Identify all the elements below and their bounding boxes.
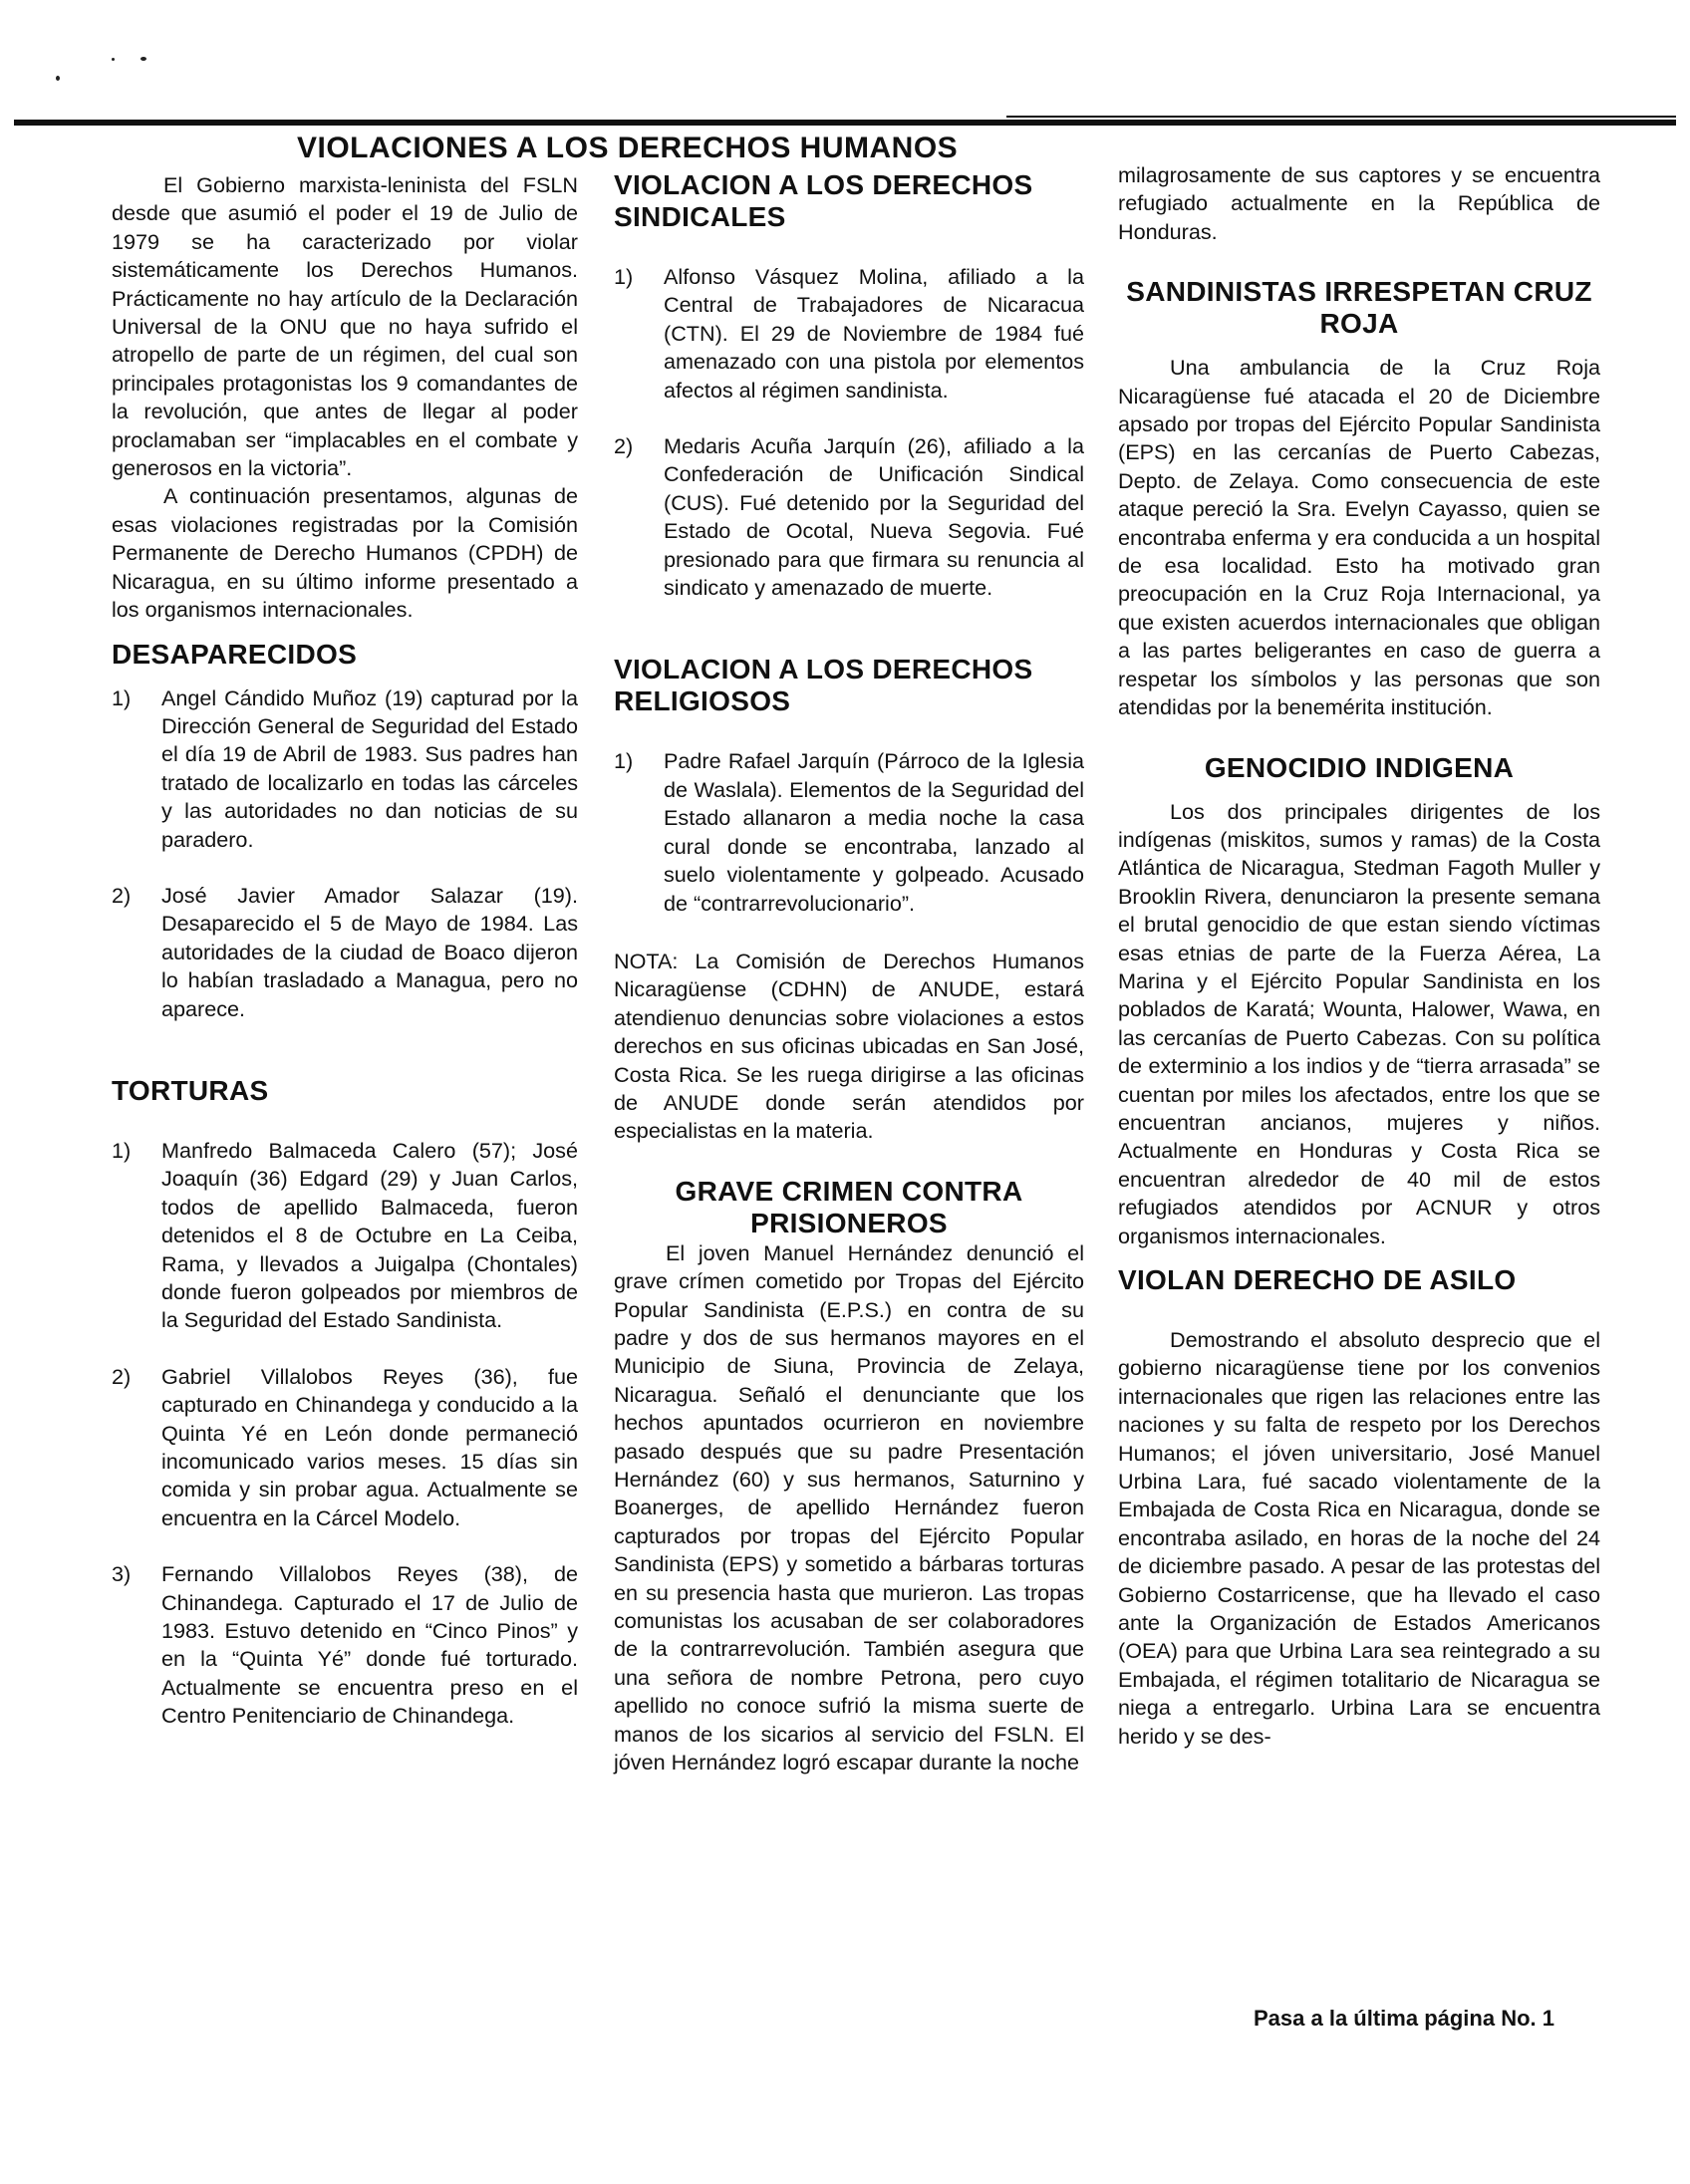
item-number: 2) [112,882,132,908]
cruz-roja-paragraph: Una ambulancia de la Cruz Roja Nicaragüense fué atacada el 20 de Diciembre apsado por tropas del Ejército Popular Sandinista (EPS) en las cercanías de Puerto Cabezas, Depto. de Zelaya. Como consecuencia de este ataque pereció la Sra. Evelyn Cayasso, quien se encontraba enferma y era conducida a un hospital de esa localidad. Esto ha motivado gran preocupación en la Cruz Roja Internacional, ya que existen acuerdos internacionales que obligan a las partes beligerantes en caso de guerra a respetar los símbolos y las personas que son atendidas por la benemérita institución. [1118,355,1600,720]
item-number: 1) [614,748,634,774]
section-title-crimen: GRAVE CRIMEN CONTRA PRISIONEROS [675,1175,1023,1238]
intro-paragraph-1: El Gobierno marxista-leninista del FSLN desde que asumió el poder el 19 de Julio de 1979 se ha caracterizado por violar sistemáticamente los Derechos Humanos. Prácticamente no hay artículo de la Declaración Universal de la ONU que no haya sufrido el atropello de parte de un régimen, del cual son principales protagonistas los 9 comandantes de la revolución, que antes de llegar al poder proclamaban ser “implacables en el combate y generosos en la victoria”. [112,172,578,481]
list-item [112,1137,578,1335]
list-item [112,684,578,854]
intro-paragraph-2: A continuación presentamos, algunas de esas violaciones registradas por la Comisión Permanente de Derecho Humanos (CPDH) de Nicaragua, en su último informe presentado a los organismos internacionales. [112,483,578,623]
top-rule-fine [1006,116,1676,118]
item-text: Padre Rafael Jarquín (Párroco de la Iglesia de Waslala). Elementos de la Seguridad del Estado allanaron a media noche la casa cural donde se encontraba, lanzado al suelo violentamente y golpeado. Acusado de “contrarrevolucionario”. [664,748,1084,916]
nota-paragraph: NOTA: La Comisión de Derechos Humanos Nicaragüense (CDHN) de ANUDE, estará atendienuo denuncias sobre violaciones a estos derechos en sus oficinas ubicadas en San José, Costa Rica. Se les ruega dirigirse a las oficinas de ANUDE donde serán atendidos por especialistas en la materia. [614,948,1084,1144]
continued-note: Pasa a la última página No. 1 [1254,2006,1554,2031]
crimen-paragraph: El joven Manuel Hernández denunció el grave crímen cometido por Tropas del Ejército Popular Sandinista (E.P.S.) en contra de su padre y dos de sus hermanos mayores en el Municipio de Siuna, Provincia de Zelaya, Nicaragua. Señaló el denunciante que los hechos apuntados ocurrieron en noviembre pasado después que su padre Presentación Hernández (60) y sus hermanos, Saturnino y Boanerges, de apellido Hernández fueron capturados por tropas del Ejército Popular Sandinista (EPS) y sometido a bárbaras torturas en su presencia hasta que murieron. Las tropas comunistas los acusaban de ser colaboradores de la contrarrevolución. También asegura que una señora de nombre Petrona, pero cuyo apellido no conoce sufrió la misma suerte de manos de los sicarios al servicio del FSLN. El jóven Hernández logró escapar durante la noche [614,1239,1084,1775]
item-number: 1) [112,1137,132,1163]
list-item [614,263,1084,405]
column-middle [614,169,1084,1776]
list-item [614,747,1084,917]
section-title-asilo: VIOLAN DERECHO DE ASILO [1118,1264,1517,1295]
torturas-list [112,1137,578,1731]
item-number: 2) [614,433,634,459]
continued-paragraph: milagrosamente de sus captores y se encuentra refugiado actualmente en la República de Honduras. [1118,162,1600,244]
desaparecidos-list [112,684,578,1023]
top-rule [14,120,1676,126]
section-title-genocidio: GENOCIDIO INDIGENA [1204,751,1515,783]
column-right [1118,161,1600,1751]
item-text: Manfredo Balmaceda Calero (57); José Joaquín (36) Edgard (29) y Juan Carlos, todos de apellido Balmaceda, fueron detenidos el 8 de Octubre en La Ceiba, Rama, y llevados a Juigalpa (Chontales) donde fueron golpeados por miembros de la Seguridad del Estado Sandinista. [161,1137,578,1333]
item-text: Medaris Acuña Jarquín (26), afiliado a la Confederación de Unificación Sindical (CUS). Fué detenido por la Seguridad del Estado de Ocotal, Nueva Segovia. Fué presionado para que firmara su renuncia al sindicato y amenazado de muerte. [664,433,1084,601]
scan-speck [56,76,60,81]
item-number: 1) [614,264,634,289]
item-number: 3) [112,1561,132,1587]
list-item [112,882,578,1023]
item-number: 1) [112,684,132,710]
page-headline: VIOLACIONES A LOS DERECHOS HUMANOS [297,132,959,164]
item-number: 2) [112,1363,132,1389]
list-item [112,1363,578,1532]
genocidio-paragraph: Los dos principales dirigentes de los indígenas (miskitos, sumos y ramas) de la Costa Atlántica de Nicaragua, Stedman Fagoth Muller y Brooklin Rivera, denunciaron la presente semana el brutal genocidio de que estan siendo víctimas esas etnias de parte de la Fuerza Aérea, La Marina y el Ejército Popular Sandinista en los poblados de Karatá; Wounta, Halower, Wawa, en las cercanías de Puerto Cabezas. Con su política de exterminio a los indios y de “tierra arrasada” se cuentan por miles los afectados, entre los que se encuentran ancianos, mujeres y niños. Actualmente en Honduras y Costa Rica se encuentran alrededor de 40 mil de estos refugiados atendidos por ACNUR y otros organismos internacionales. [1118,798,1600,1248]
item-text: Angel Cándido Muñoz (19) capturad por la Dirección General de Seguridad del Estado el día 19 de Abril de 1983. Sus padres han tratado de localizarlo en todas las cárceles y las autoridades no dan noticias de su paradero. [161,684,578,852]
section-title-religiosos: VIOLACION A LOS DERECHOS RELIGIOSOS [614,654,1033,717]
column-left [112,171,578,1731]
sindicales-list [614,263,1084,602]
section-title-desaparecidos: DESAPARECIDOS [112,638,358,670]
item-text: Alfonso Vásquez Molina, afiliado a la Central de Trabajadores de Nicaracua (CTN). El 29 de Noviembre de 1984 fué amenazado con una pistola por elementos afectos al régimen sandinista. [664,264,1084,403]
religiosos-list [614,747,1084,917]
section-title-torturas: TORTURAS [112,1074,269,1106]
scan-speck [112,58,115,61]
item-text: Fernando Villalobos Reyes (38), de Chinandega. Capturado el 17 de Julio de 1983. Estuvo detenido en “Cinco Pinos” y en la “Quinta Yé” donde fué torturado. Actualmente se encuentra preso en el Centro Penitenciario de Chinandega. [161,1561,578,1729]
asilo-paragraph: Demostrando el absoluto desprecio que el gobierno nicaragüense tiene por los convenios internacionales que rigen las relaciones entre las naciones y su falta de respeto por los Derechos Humanos; el jóven universitario, José Manuel Urbina Lara, fué sacado violentamente de la Embajada de Costa Rica en Nicaragua, donde se encontraba asilado, en horas de la noche del 24 de diciembre pasado. A pesar de las protestas del Gobierno Costarricense, que ha llevado el caso ante la Organización de Estados Americanos (OEA) para que Urbina Lara sea reintegrado a su Embajada, el régimen totalitario de Nicaragua se niega a entregarlo. Urbina Lara se encuentra herido y se des- [1118,1327,1600,1749]
scan-speck [141,57,146,61]
section-title-cruz-roja: SANDINISTAS IRRESPETAN CRUZ ROJA [1126,276,1592,340]
item-text: José Javier Amador Salazar (19). Desaparecido el 5 de Mayo de 1984. Las autoridades de la ciudad de Boaco dijeron lo habían trasladado a Managua, pero no aparece. [161,882,578,1021]
list-item [112,1560,578,1730]
item-text: Gabriel Villalobos Reyes (36), fue capturado en Chinandega y conducido a la Quinta Yé en León donde permaneció incomunicado varios meses. 15 días sin comida y sin probar agua. Actualmente se encuentra en la Cárcel Modelo. [161,1363,578,1530]
list-item [614,432,1084,602]
section-title-sindicales: VIOLACION A LOS DERECHOS SINDICALES [614,169,1033,232]
